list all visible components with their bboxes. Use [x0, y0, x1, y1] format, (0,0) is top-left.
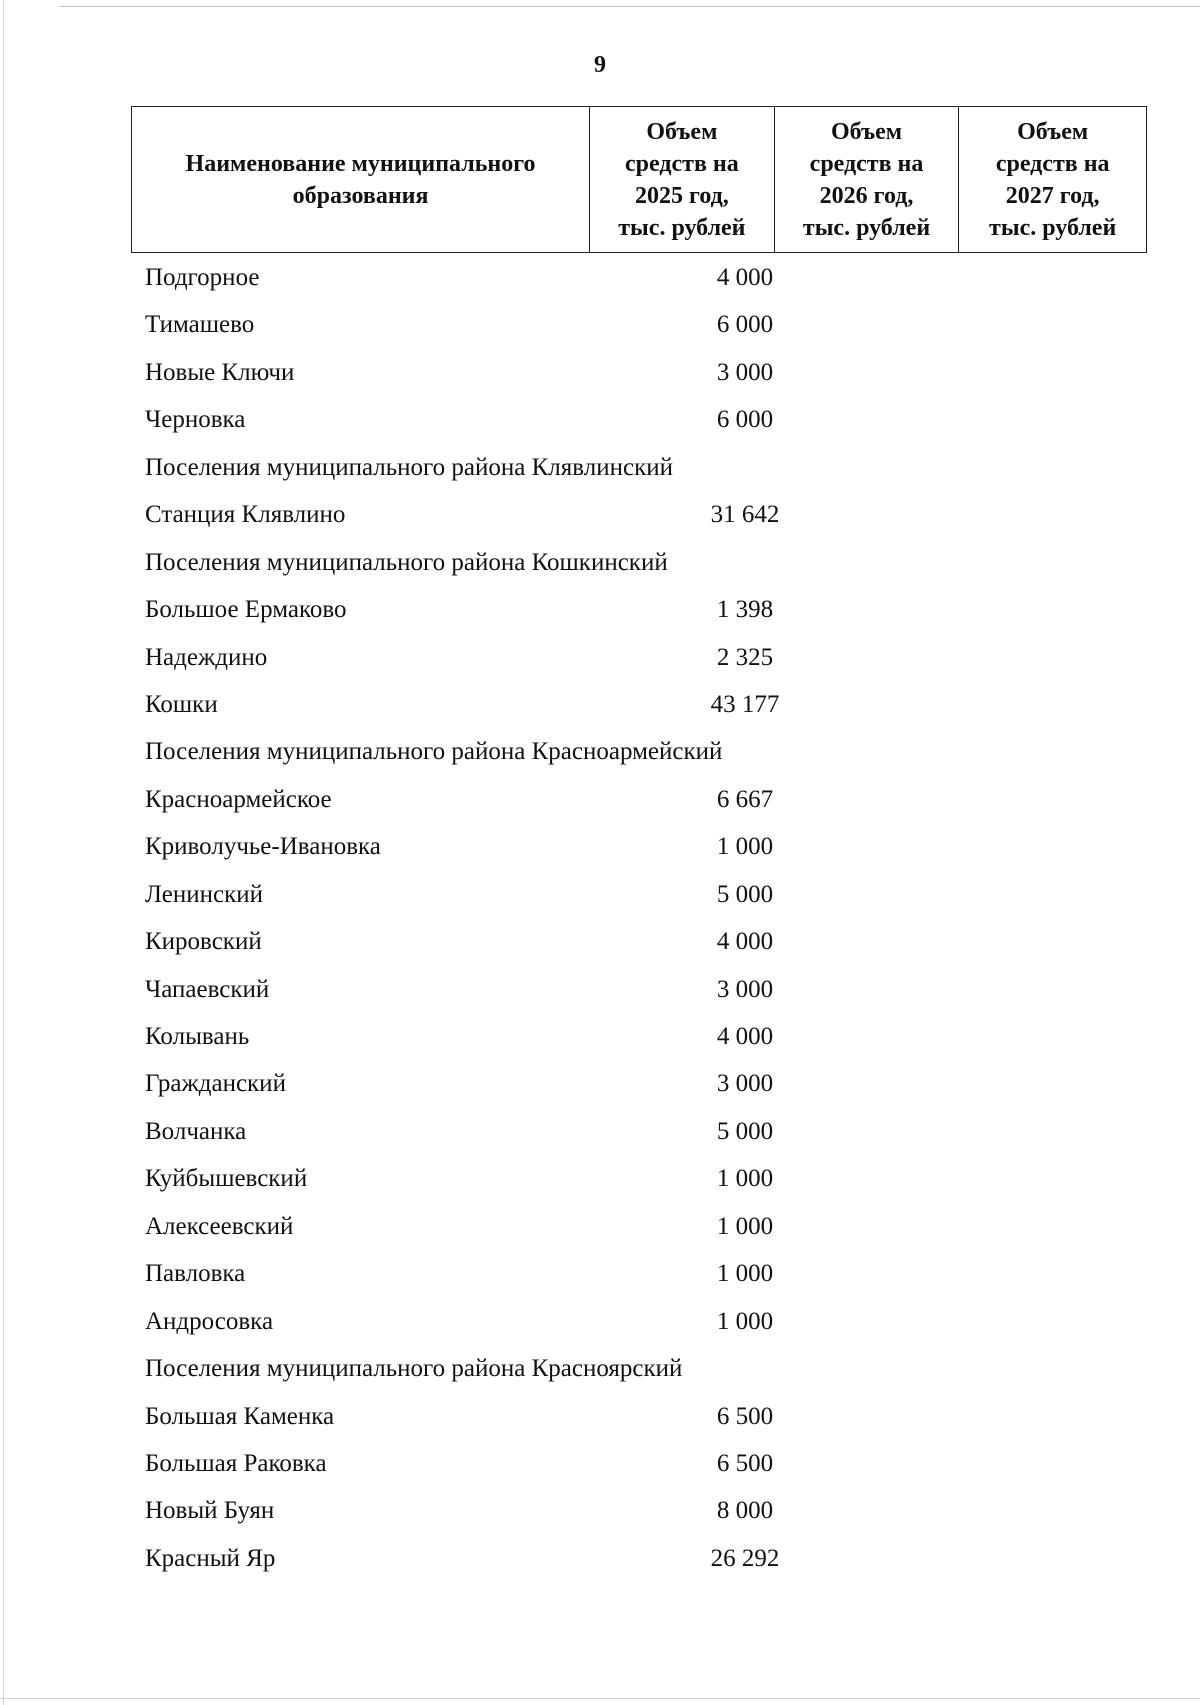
table-row [145, 970, 1145, 1017]
municipality-name: Большая Раковка [145, 1449, 327, 1477]
amount-2025: 3 000 [716, 975, 774, 1003]
table-row [145, 1254, 1145, 1301]
table-row [145, 1017, 1145, 1064]
amount-2025: 6 500 [716, 1449, 774, 1477]
municipality-name: Криволучье-Ивановка [145, 833, 381, 861]
municipality-name: Поселения муниципального района Кошкинский [145, 548, 668, 576]
amount-2025: 1 000 [716, 1307, 774, 1335]
municipality-name: Андросовка [145, 1307, 274, 1335]
table-row [145, 1207, 1145, 1254]
municipality-name: Надеждино [145, 643, 268, 671]
table-row [145, 1491, 1145, 1538]
municipality-name: Большое Ермаково [145, 596, 347, 624]
table-row [145, 922, 1145, 969]
table-row [145, 1112, 1145, 1159]
amount-2025: 4 000 [716, 1023, 774, 1050]
amount-2025: 1 000 [716, 1165, 774, 1193]
municipality-name: Волчанка [145, 1117, 247, 1145]
municipality-name: Колывань [145, 1023, 250, 1050]
table-row [145, 685, 1145, 732]
municipality-name: Кошки [145, 690, 218, 718]
scan-edge-bottom [0, 1698, 1200, 1699]
municipality-name: Ленинский [145, 880, 264, 908]
amount-2025: 26 292 [710, 1544, 780, 1572]
amount-2025: 5 000 [716, 1117, 774, 1145]
table-row [145, 638, 1145, 685]
amount-2025: 1 000 [716, 1212, 774, 1240]
municipality-name: Алексеевский [145, 1212, 294, 1240]
amount-2025: 8 000 [716, 1497, 774, 1525]
table-body [145, 258, 1145, 1586]
table-row [145, 1302, 1145, 1349]
scan-edge-left [3, 0, 4, 1705]
municipality-name: Большая Каменка [145, 1402, 335, 1430]
amount-2025: 1 398 [716, 596, 774, 624]
table-row [145, 305, 1145, 352]
table-row [145, 1159, 1145, 1206]
municipality-name: Красноармейское [145, 785, 332, 813]
table-row [145, 875, 1145, 922]
table-row [145, 827, 1145, 874]
amount-2025: 6 667 [716, 785, 774, 813]
municipality-name: Гражданский [145, 1070, 286, 1098]
municipality-name: Новый Буян [145, 1497, 275, 1525]
municipality-name: Поселения муниципального района Красноярский [145, 1355, 683, 1383]
amount-2025: 6 500 [716, 1402, 774, 1430]
header-amount-2025: Объем средств на 2025 год, тыс. рублей [589, 107, 774, 252]
table-row [145, 495, 1145, 542]
table-row [145, 353, 1145, 400]
municipality-name: Красный Яр [145, 1544, 276, 1572]
table-row [145, 732, 1145, 779]
amount-2025: 4 000 [716, 264, 774, 291]
amount-2025: 5 000 [716, 880, 774, 908]
header-amount-2026: Объем средств на 2026 год, тыс. рублей [774, 107, 959, 252]
header-amount-2027: Объем средств на 2027 год, тыс. рублей [958, 107, 1146, 252]
amount-2025: 1 000 [716, 1260, 774, 1288]
amount-2025: 1 000 [716, 833, 774, 861]
municipality-name: Станция Клявлино [145, 501, 346, 529]
amount-2025: 6 000 [716, 406, 774, 434]
municipality-name: Подгорное [145, 264, 260, 291]
municipality-name: Новые Ключи [145, 358, 295, 386]
amount-2025: 6 000 [716, 311, 774, 339]
table-row [145, 543, 1145, 590]
table-row [145, 1349, 1145, 1396]
table-row [145, 258, 1145, 305]
table-row [145, 1444, 1145, 1491]
page-number: 9 [594, 52, 606, 78]
table-row [145, 780, 1145, 827]
municipality-name: Тимашево [145, 311, 255, 339]
scan-edge-top [60, 6, 1200, 7]
amount-2025: 4 000 [716, 928, 774, 956]
amount-2025: 43 177 [710, 690, 780, 718]
table-row [145, 1397, 1145, 1444]
municipality-name: Куйбышевский [145, 1165, 308, 1193]
amount-2025: 3 000 [716, 358, 774, 386]
municipality-name: Поселения муниципального района Клявлинский [145, 453, 673, 481]
header-municipality-name: Наименование муниципального образования [185, 150, 536, 209]
table-row [145, 1539, 1145, 1586]
municipality-name: Поселения муниципального района Красноармейский [145, 738, 723, 766]
municipality-name: Кировский [145, 928, 262, 956]
municipality-name: Чапаевский [145, 975, 270, 1003]
table-row [145, 1064, 1145, 1111]
table-row [145, 590, 1145, 637]
table-row [145, 448, 1145, 495]
municipality-name: Павловка [145, 1260, 246, 1288]
amount-2025: 3 000 [716, 1070, 774, 1098]
table-header [131, 106, 1147, 253]
table-row [145, 400, 1145, 447]
amount-2025: 31 642 [710, 501, 780, 529]
municipality-name: Черновка [145, 406, 246, 434]
amount-2025: 2 325 [716, 643, 774, 671]
